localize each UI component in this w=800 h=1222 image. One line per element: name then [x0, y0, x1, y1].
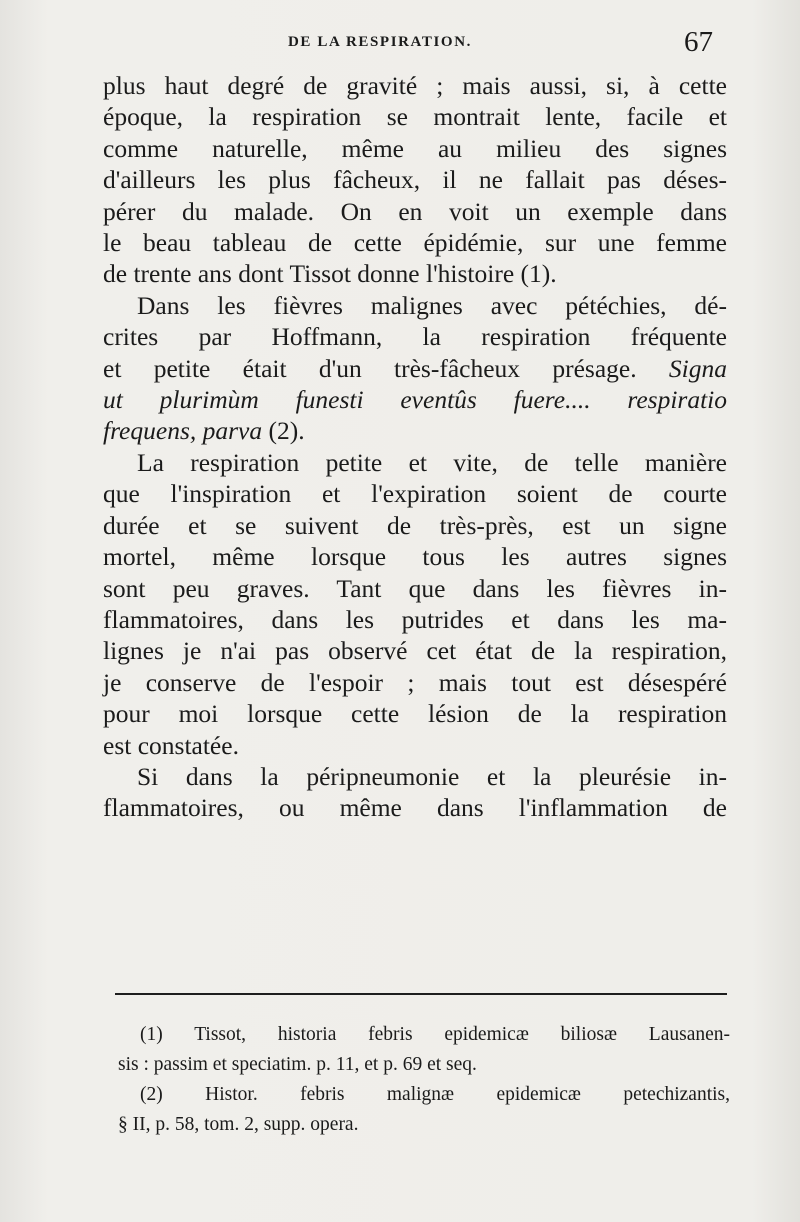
page-number: 67: [684, 26, 713, 58]
paragraph: [103, 70, 727, 290]
paragraph: [103, 290, 727, 447]
footnote-line: § II, p. 58, tom. 2, supp. opera.: [118, 1114, 359, 1135]
footnote-ref: (2).: [262, 416, 305, 446]
footnote: [118, 1080, 730, 1140]
latin-quote-line: ut plurimùm funesti eventûs fuere.... respiratio: [103, 385, 727, 415]
body-text: [103, 70, 727, 824]
text-line: [103, 353, 727, 384]
text-line: La respiration petite et vite, de telle manière: [137, 447, 727, 477]
text-line: [103, 415, 727, 446]
latin-quote: Signa: [668, 353, 727, 383]
footnotes: [118, 1020, 730, 1140]
text-line: Si dans la péripneumonie et la pleurésie in-: [137, 761, 727, 791]
text-line: je conserve de l'espoir ; mais tout est désespéré: [103, 667, 727, 697]
text-line: lignes je n'ai pas observé cet état de la respiration,: [103, 636, 727, 666]
text-line: flammatoires, dans les putrides et dans les ma-: [103, 604, 727, 634]
text-line: d'ailleurs les plus fâcheux, il ne fallait pas déses-: [103, 165, 727, 195]
text-line: que l'inspiration et l'expiration soient de courte: [103, 479, 727, 509]
text-line: pérer du malade. On en voit un exemple dans: [103, 196, 727, 226]
paragraph: [103, 761, 727, 824]
text-line: crites par Hoffmann, la respiration fréquente: [103, 322, 727, 352]
text-line: époque, la respiration se montrait lente, facile et: [103, 102, 727, 132]
text-line: le beau tableau de cette épidémie, sur une femme: [103, 228, 727, 258]
running-head: [0, 26, 800, 62]
text-line: pour moi lorsque cette lésion de la respiration: [103, 699, 727, 729]
footnote-line: (1) Tissot, historia febris epidemicæ biliosæ Lausanen-: [140, 1024, 730, 1045]
footnote-line: sis : passim et speciatim. p. 11, et p. 69 et seq.: [118, 1054, 477, 1075]
text-line: mortel, même lorsque tous les autres signes: [103, 542, 727, 572]
text-line: est constatée.: [103, 730, 239, 760]
latin-quote: frequens, parva: [103, 416, 263, 446]
footnote: [118, 1020, 730, 1080]
text-line: flammatoires, ou même dans l'inflammation de: [103, 793, 727, 823]
text-line: sont peu graves. Tant que dans les fièvres in-: [103, 573, 727, 603]
footnote-divider: [115, 993, 727, 995]
paragraph: [103, 447, 727, 761]
text-line: Dans les fièvres malignes avec pétéchies, dé-: [137, 290, 727, 320]
text-line: durée et se suivent de très-près, est un signe: [103, 510, 727, 540]
text-line: plus haut degré de gravité ; mais aussi, si, à cette: [103, 71, 727, 100]
footnote-line: (2) Histor. febris malignæ epidemicæ petechizantis,: [140, 1084, 730, 1105]
text-line: comme naturelle, même au milieu des signes: [103, 133, 727, 163]
text-line: de trente ans dont Tissot donne l'histoire (1).: [103, 259, 557, 289]
running-head-title: DE LA RESPIRATION.: [288, 34, 472, 50]
text-segment: et petite était d'un très-fâcheux présage.: [103, 353, 637, 383]
